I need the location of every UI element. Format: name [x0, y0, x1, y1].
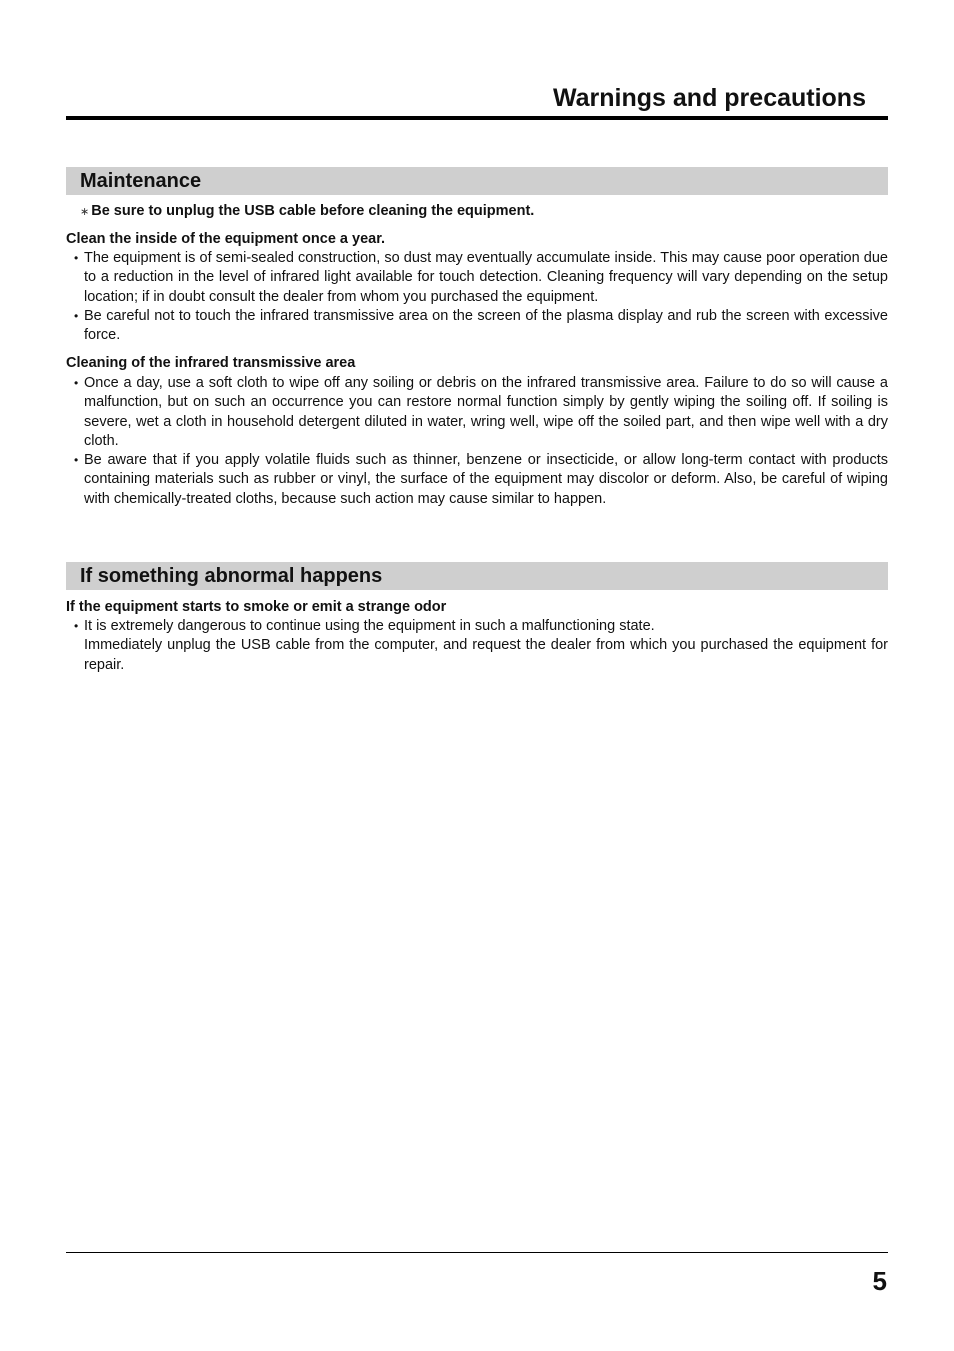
subheading-smoke-odor: If the equipment starts to smoke or emit a strange odor — [66, 599, 447, 615]
section-heading-maintenance: Maintenance — [66, 167, 888, 195]
list-item: • Be aware that if you apply volatile fluids such as thinner, benzene or insecticide, or allow long-term contact with products containing materials such as rubber or vinyl, the surface of the equipment may discolor or deform. Also, be careful of wiping with chemically-treated cloths, because such action may cause similar to happen. — [74, 452, 888, 507]
list-item: • The equipment is of semi-sealed construction, so dust may eventually accumulate inside. This may cause poor operation due to a reduction in the level of infrared light available for touch detection. Cleaning frequency will vary depending on the setup location; if in doubt consult the dealer from whom you purchased the equipment. — [74, 250, 888, 305]
title-rule — [66, 116, 888, 120]
unplug-note — [80, 202, 880, 222]
bullet-icon: • — [74, 376, 79, 390]
bullet-icon: • — [74, 619, 79, 633]
footer-rule — [66, 1252, 888, 1253]
unplug-note-text: Be sure to unplug the USB cable before cleaning the equipment. — [91, 203, 535, 219]
bullet-icon: • — [74, 251, 79, 265]
list-item: • Once a day, use a soft cloth to wipe off any soiling or debris on the infrared transmissive area. Failure to do so will cause a malfunction, but on such an occurrence you can restore normal function simply by gently wiping the soiling off. If soiling is severe, wet a cloth in household detergent diluted in water, wring well, wipe off the soiled part, and then wipe well with a dry cloth. — [74, 375, 888, 449]
page-title: Warnings and precautions — [552, 84, 866, 112]
page-number: 5 — [872, 1266, 887, 1296]
subheading-cleaning-transmissive-area: Cleaning of the infrared transmissive area — [66, 355, 356, 371]
list-item-continuation: Immediately unplug the USB cable from the computer, and request the dealer from which you purchased the equipment for repair. — [84, 637, 888, 673]
section-heading-abnormal: If something abnormal happens — [66, 562, 888, 590]
cleaning-transmissive-list — [66, 374, 888, 509]
smoke-odor-list — [66, 617, 888, 675]
asterisk-icon: ∗ — [80, 206, 90, 218]
bullet-icon: • — [74, 453, 79, 468]
subheading-clean-inside: Clean the inside of the equipment once a year. — [66, 231, 386, 247]
list-item: • It is extremely dangerous to continue using the equipment in such a malfunctioning state. — [66, 617, 888, 636]
bullet-icon: • — [74, 308, 79, 323]
list-item: • Be careful not to touch the infrared transmissive area on the screen of the plasma display and rub the screen with excessive force. — [74, 307, 888, 344]
clean-inside-list — [66, 249, 888, 345]
